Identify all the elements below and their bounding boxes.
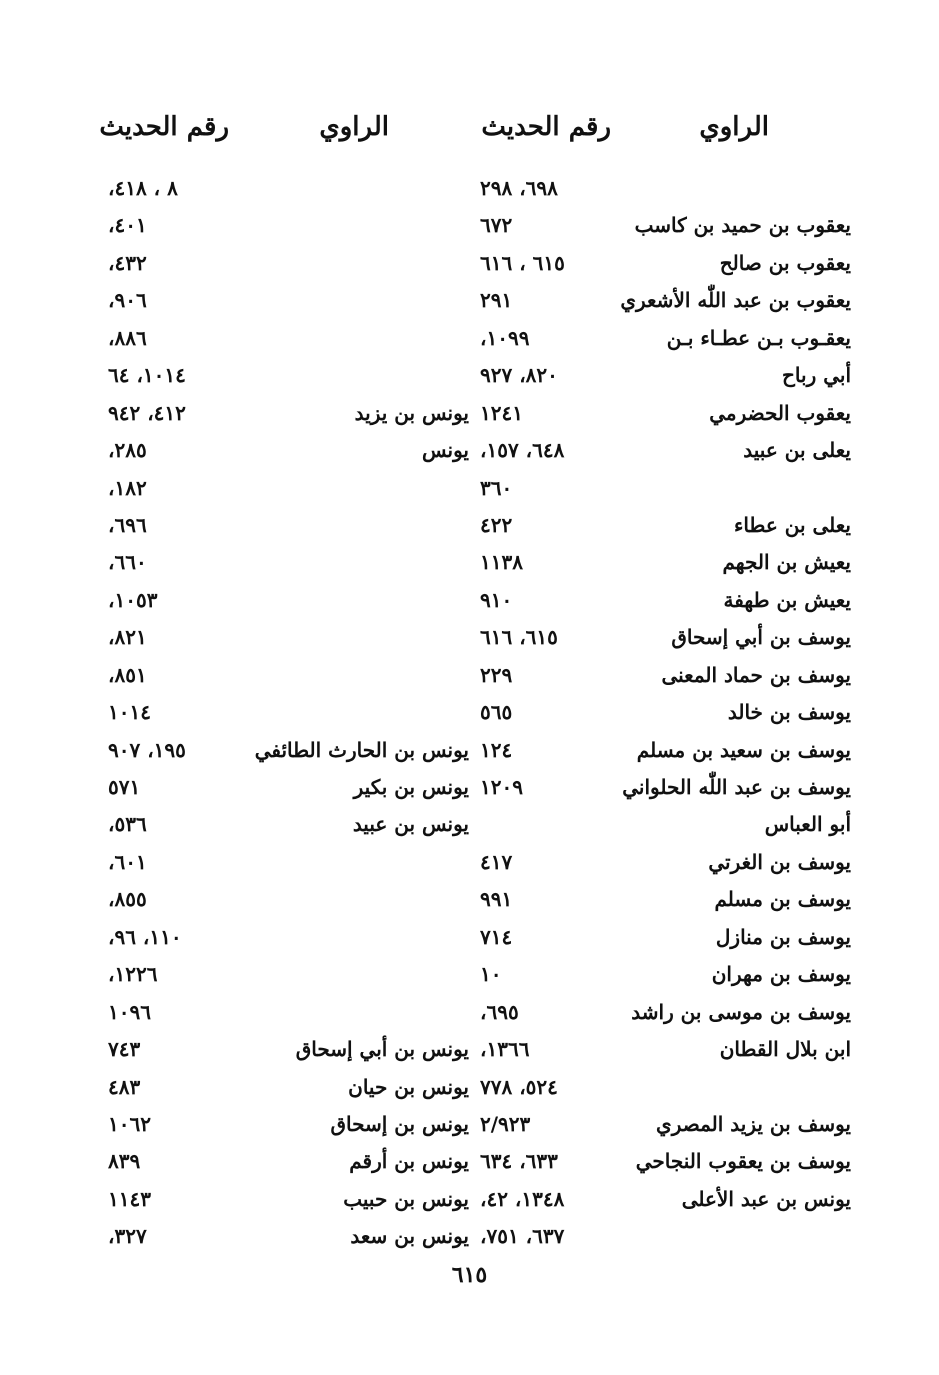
- narrator-name-right: يوسف بن منازل: [715, 924, 851, 949]
- table-row: [0, 844, 939, 881]
- hadith-numbers-right: ٦٣٣، ٦٣٤: [480, 1149, 558, 1174]
- narrator-name-right: يعقوب بن عبد اللّٰه الأشعري: [620, 288, 851, 313]
- narrator-name-left: [239, 507, 469, 544]
- hadith-numbers-right: ٤٢٢: [480, 512, 513, 537]
- hadith-numbers-left: ٨٥٥،: [108, 887, 147, 912]
- header-left-narrator: الراوي: [319, 112, 389, 142]
- hadith-numbers-left: ٩٠٦،: [108, 288, 147, 313]
- narrator-name-left: [239, 544, 469, 581]
- hadith-numbers-right: ٣٦٠: [480, 475, 513, 500]
- hadith-numbers-right: ١٢٠٩: [480, 775, 523, 799]
- table-row: [0, 1031, 939, 1068]
- hadith-numbers-left: ٤٣٢،: [108, 250, 147, 275]
- hadith-numbers-left: ٤١٢، ٩٤٢: [108, 400, 186, 425]
- hadith-numbers-left: ١٠١٤: [108, 700, 151, 725]
- narrator-name-left: [239, 470, 469, 507]
- narrator-name-right: يوسف بن الغرتي: [708, 849, 851, 874]
- hadith-numbers-left: ١٠٥٣،: [108, 587, 158, 612]
- narrator-name-left: [239, 282, 469, 319]
- narrator-name-left: [239, 619, 469, 656]
- hadith-numbers-right: ١٢٤: [480, 737, 513, 762]
- hadith-numbers-left: ١٩٥، ٩٠٧: [108, 737, 186, 762]
- table-row: [0, 732, 939, 769]
- table-row: [0, 357, 939, 394]
- table-row: [0, 395, 939, 432]
- narrator-name-left: يونس بن إسحاق: [330, 1111, 469, 1136]
- narrator-name-right: يعقوب بن حميد بن كاسب: [634, 213, 851, 238]
- narrator-name-left: يونس بن أرقم: [349, 1149, 469, 1174]
- narrator-name-right: [601, 1218, 851, 1255]
- hadith-numbers-right: ٥٦٥: [480, 700, 513, 725]
- hadith-numbers-right: ٢/٩٢٣: [480, 1111, 531, 1136]
- table-row: [0, 1143, 939, 1180]
- narrator-name-left: يونس بن عبيد: [352, 812, 469, 837]
- narrator-name-left: [239, 207, 469, 244]
- header-right-hadith-number: رقم الحديث: [481, 112, 611, 142]
- narrator-name-left: يونس بن سعد: [350, 1224, 469, 1249]
- narrator-name-right: يوسف بن سعيد بن مسلم: [636, 737, 851, 762]
- narrator-name-left: يونس بن بكير: [353, 775, 469, 799]
- hadith-numbers-right: ١٠٩٩،: [480, 325, 530, 350]
- narrator-name-left: يونس: [422, 438, 469, 463]
- hadith-numbers-right: ٦٩٨، ٢٩٨: [480, 176, 558, 200]
- table-row: [0, 1069, 939, 1106]
- narrator-name-left: [239, 170, 469, 207]
- table-row: [0, 994, 939, 1031]
- hadith-numbers-right: ١١٣٨: [480, 550, 523, 575]
- hadith-numbers-right: ٦١٥ ، ٦١٦: [480, 250, 565, 275]
- hadith-numbers-left: ٨٢١،: [108, 625, 147, 650]
- narrator-name-right: يوسف بن مسلم: [714, 887, 851, 912]
- narrator-name-right: أبي رباح: [782, 363, 851, 388]
- narrator-name-right: يعقوب بن صالح: [719, 250, 851, 275]
- hadith-numbers-left: ٨٨٦،: [108, 325, 147, 350]
- hadith-numbers-right: ٦٤٨، ١٥٧،: [480, 438, 565, 463]
- page-number: ٦١٥: [451, 1262, 488, 1288]
- table-row: [0, 1106, 939, 1143]
- table-row: [0, 470, 939, 507]
- hadith-numbers-right: ١٣٦٦،: [480, 1037, 530, 1062]
- table-row: [0, 245, 939, 282]
- table-row: [0, 619, 939, 656]
- table-row: [0, 507, 939, 544]
- narrator-name-right: يوسف بن حماد المعنى: [661, 662, 851, 687]
- header-left-hadith-number: رقم الحديث: [99, 112, 229, 142]
- narrator-name-left: [239, 582, 469, 619]
- hadith-numbers-right: ٩١٠: [480, 587, 513, 612]
- narrator-name-left: [239, 956, 469, 993]
- table-row: [0, 956, 939, 993]
- hadith-numbers-left: ١٨٢،: [108, 475, 147, 500]
- table-row: [0, 582, 939, 619]
- narrator-name-right: يوسف بن أبي إسحاق: [671, 625, 851, 650]
- hadith-numbers-left: ١١٠، ٩٦،: [108, 924, 182, 949]
- narrator-name-left: يونس بن الحارث الطائفي: [254, 737, 469, 762]
- hadith-numbers-right: ٦١٥، ٦١٦: [480, 625, 558, 650]
- hadith-numbers-left: ٧٤٣: [108, 1037, 141, 1062]
- hadith-numbers-left: ٥٣٦،: [108, 812, 147, 837]
- hadith-numbers-right: ٢٩١: [480, 288, 513, 313]
- narrator-name-right: يوسف بن يعقوب النجاحي: [635, 1149, 851, 1174]
- table-row: [0, 207, 939, 244]
- hadith-numbers-left: ٦٠١،: [108, 849, 147, 874]
- table-row: [0, 320, 939, 357]
- hadith-numbers-left: ٨ ، ٤١٨،: [108, 176, 178, 200]
- hadith-numbers-right: [480, 806, 610, 843]
- narrator-name-right: يوسف بن خالد: [727, 700, 851, 725]
- hadith-numbers-left: ٣٢٧،: [108, 1224, 147, 1249]
- table-row: [0, 1181, 939, 1218]
- narrator-name-left: [239, 320, 469, 357]
- hadith-numbers-left: ٥٧١: [108, 775, 141, 799]
- hadith-numbers-left: ٨٥١،: [108, 662, 147, 687]
- narrator-name-right: أبو العباس: [764, 812, 851, 837]
- hadith-numbers-left: ٤٠١،: [108, 213, 147, 238]
- narrator-name-left: [239, 994, 469, 1031]
- hadith-numbers-left: ١١٤٣: [108, 1186, 151, 1211]
- table-row: [0, 544, 939, 581]
- narrator-name-right: يعلى بن عطاء: [733, 512, 851, 537]
- narrator-name-right: يعيش بن الجهم: [722, 550, 851, 575]
- index-table: [0, 170, 939, 1256]
- narrator-name-left: [239, 694, 469, 731]
- hadith-numbers-right: ٤١٧: [480, 849, 513, 874]
- hadith-numbers-left: ٨٣٩: [108, 1149, 141, 1174]
- narrator-name-right: يعقـوب بـن عطـاء بـن: [666, 325, 851, 350]
- hadith-numbers-right: ١٢٤١: [480, 400, 523, 425]
- narrator-name-left: [239, 844, 469, 881]
- table-row: [0, 919, 939, 956]
- hadith-numbers-right: ٨٢٠، ٩٢٧: [480, 363, 558, 388]
- narrator-name-left: يونس بن يزيد: [354, 400, 469, 425]
- hadith-numbers-left: ٦٦٠،: [108, 550, 147, 575]
- narrator-name-left: [239, 357, 469, 394]
- hadith-numbers-right: ٥٢٤، ٧٧٨: [480, 1074, 558, 1099]
- hadith-numbers-right: ٦٩٥،: [480, 999, 519, 1024]
- hadith-numbers-left: ١٠١٤، ٦٤: [108, 363, 186, 388]
- hadith-numbers-right: ٦٣٧، ٧٥١،: [480, 1224, 565, 1249]
- table-row: [0, 694, 939, 731]
- hadith-numbers-right: ١٠: [480, 962, 502, 987]
- narrator-name-right: [601, 470, 851, 507]
- hadith-numbers-right: ٦٧٢: [480, 213, 513, 238]
- hadith-numbers-right: ٩٩١: [480, 887, 513, 912]
- table-row: [0, 1218, 939, 1255]
- narrator-name-right: يعلى بن عبيد: [743, 438, 851, 463]
- narrator-name-right: يونس بن عبد الأعلى: [681, 1186, 851, 1211]
- narrator-name-left: [239, 881, 469, 918]
- narrator-name-left: يونس بن حبيب: [343, 1186, 469, 1211]
- narrator-name-right: يوسف بن مهران: [711, 962, 851, 987]
- hadith-numbers-left: ١٠٩٦: [108, 999, 151, 1024]
- narrator-name-right: يوسف بن يزيد المصري: [656, 1111, 851, 1136]
- narrator-name-left: [239, 919, 469, 956]
- hadith-numbers-left: ٦٩٦،: [108, 512, 147, 537]
- table-row: [0, 881, 939, 918]
- narrator-name-left: يونس بن أبي إسحاق: [295, 1037, 469, 1062]
- narrator-name-right: يوسف بن موسى بن راشد: [631, 999, 851, 1024]
- header-right-narrator: الراوي: [699, 112, 769, 142]
- table-row: [0, 282, 939, 319]
- hadith-numbers-left: ٢٨٥،: [108, 438, 147, 463]
- hadith-numbers-right: ٧١٤: [480, 924, 513, 949]
- hadith-numbers-right: ٢٢٩: [480, 662, 513, 687]
- hadith-numbers-right: ١٣٤٨، ٤٢،: [480, 1186, 565, 1211]
- table-row: [0, 806, 939, 843]
- narrator-name-left: [239, 245, 469, 282]
- table-row: [0, 432, 939, 469]
- narrator-name-right: [601, 170, 851, 207]
- narrator-name-right: يوسف بن عبد اللّٰه الحلواني: [622, 775, 851, 799]
- narrator-name-left: [239, 657, 469, 694]
- table-row: [0, 170, 939, 207]
- table-row: [0, 657, 939, 694]
- hadith-numbers-left: ٤٨٣: [108, 1074, 141, 1099]
- hadith-numbers-left: ١٠٦٢: [108, 1111, 151, 1136]
- table-row: [0, 769, 939, 806]
- narrator-name-left: يونس بن حيان: [348, 1074, 469, 1099]
- hadith-numbers-left: ١٢٢٦،: [108, 962, 158, 987]
- narrator-name-right: يعيش بن طهفة: [723, 587, 851, 612]
- narrator-name-right: [601, 1069, 851, 1106]
- narrator-name-right: يعقوب الحضرمي: [709, 400, 851, 425]
- narrator-name-right: ابن بلال القطان: [719, 1037, 851, 1062]
